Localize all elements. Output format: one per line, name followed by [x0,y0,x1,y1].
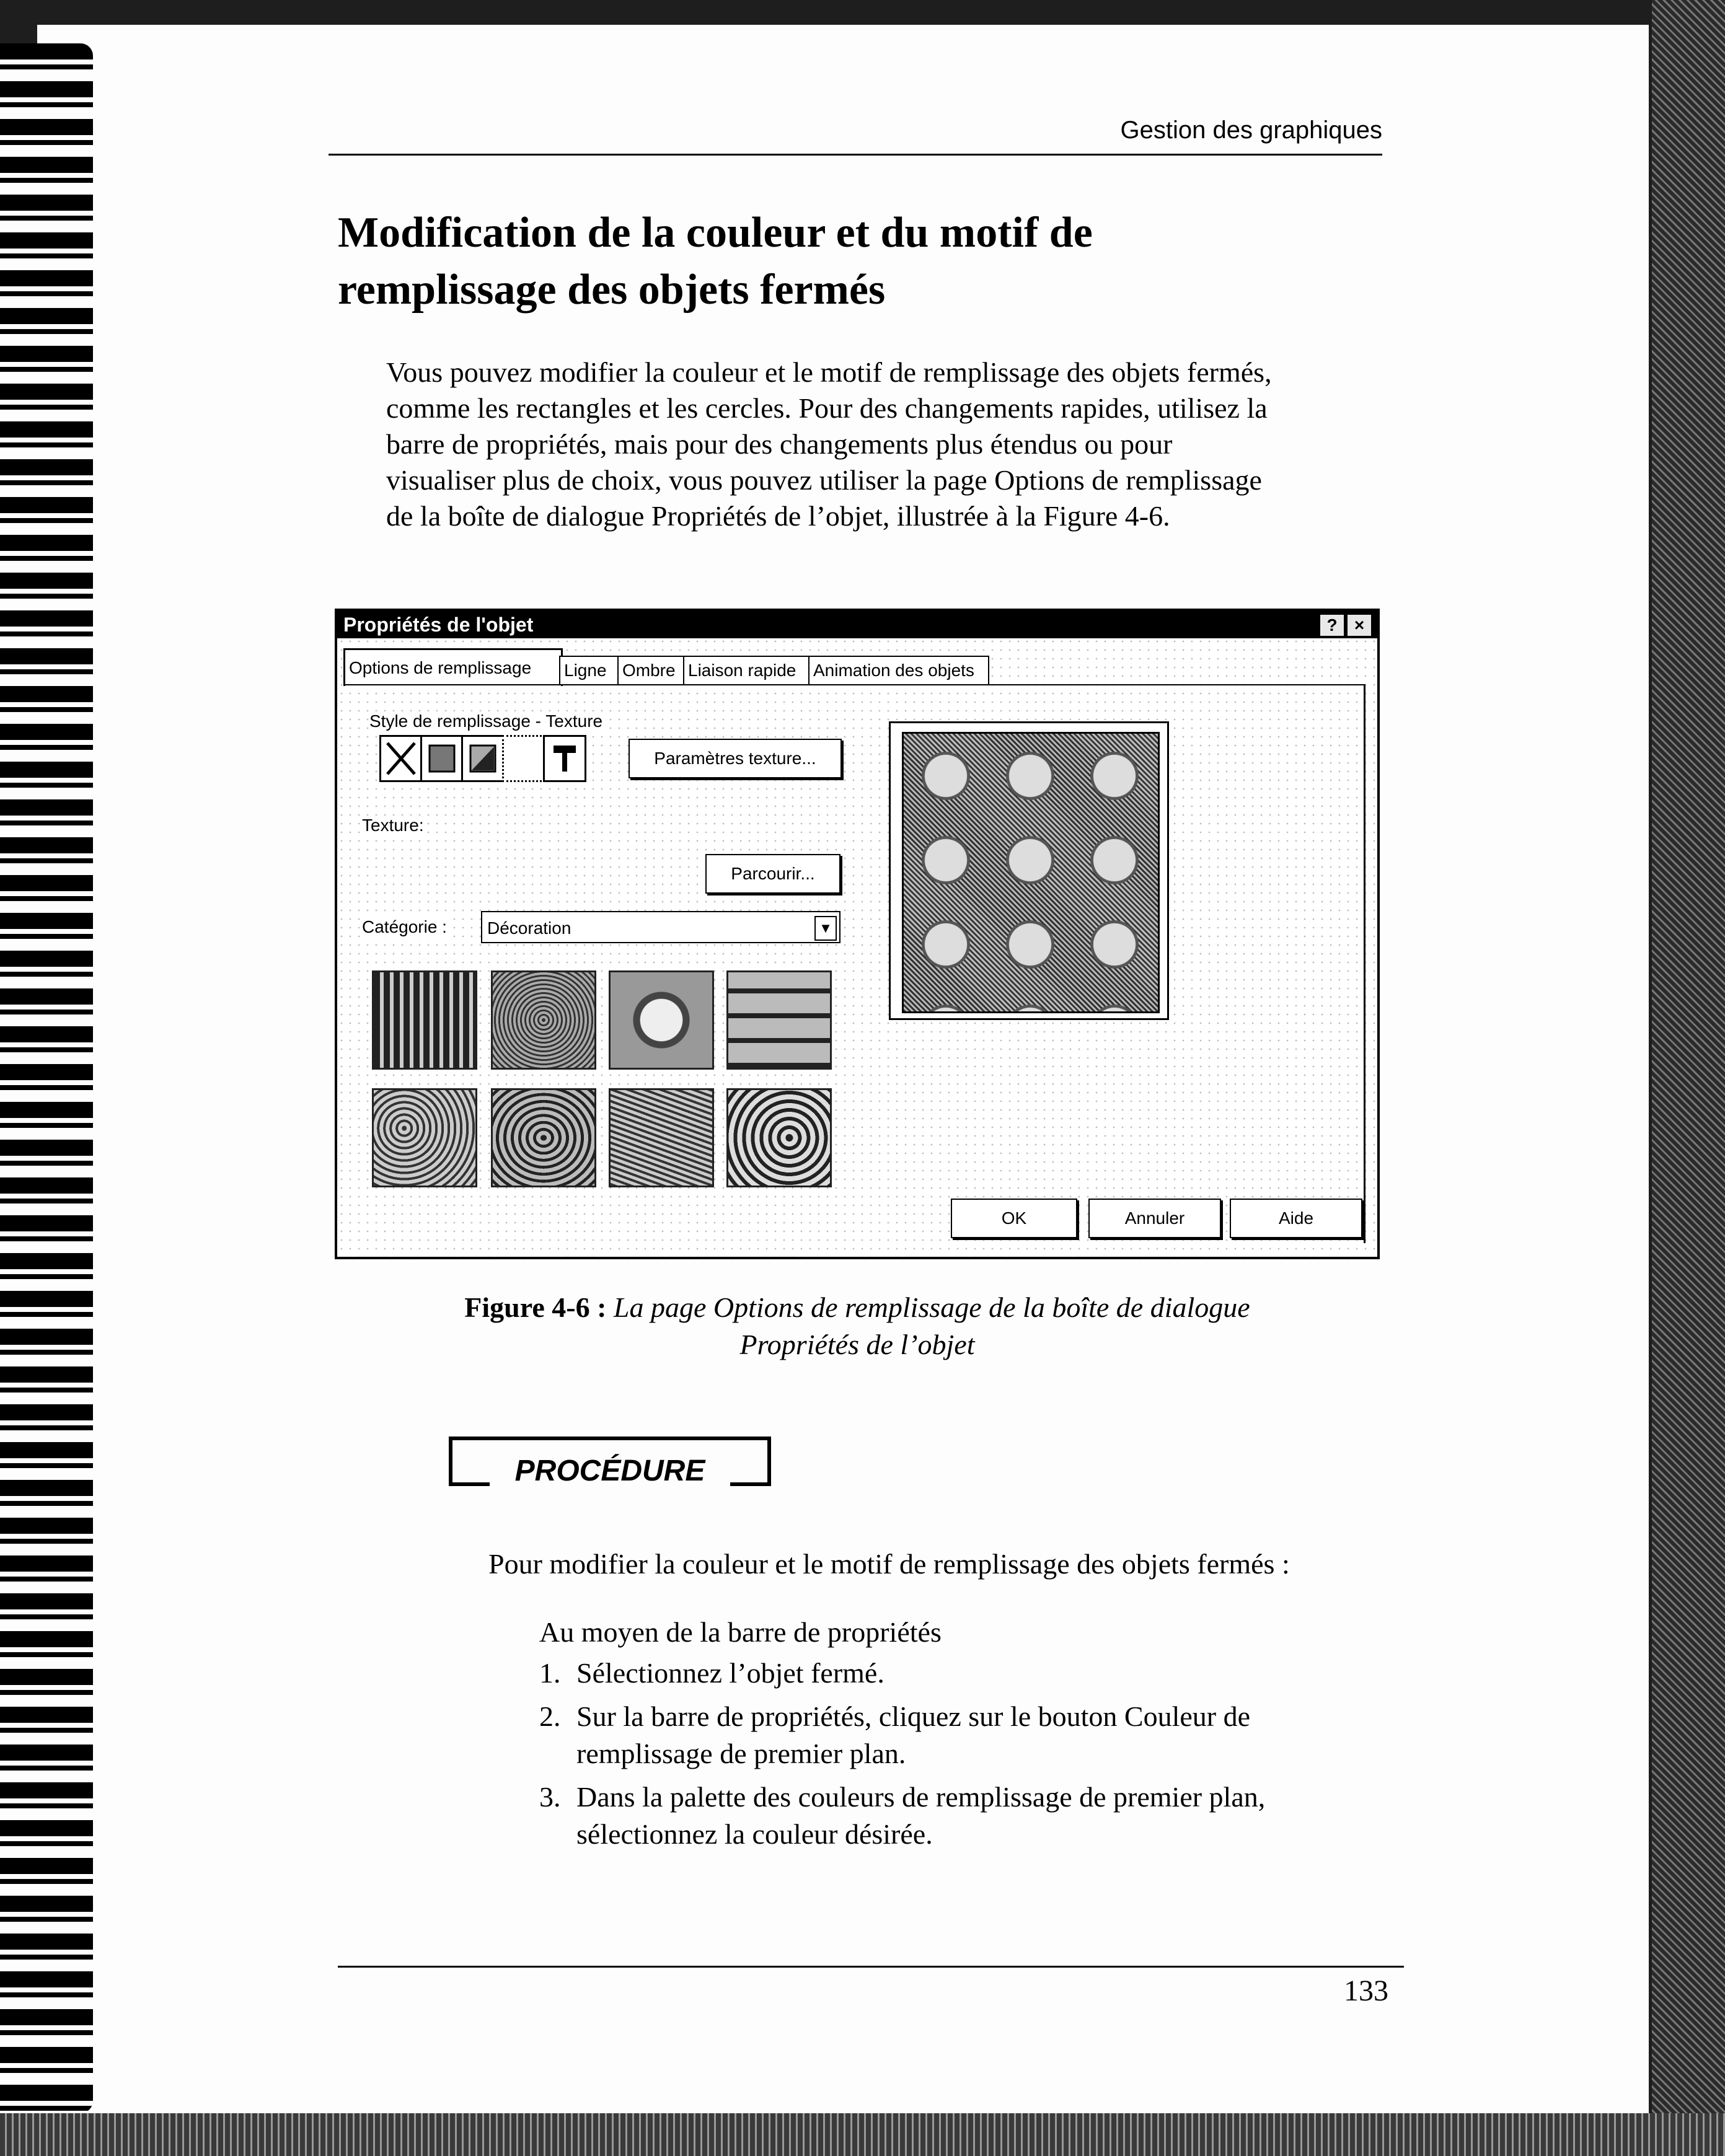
procedure-intro: Pour modifier la couleur et le motif de remplissage des objets fermés : [488,1548,1290,1580]
texture-swatch[interactable] [609,1088,714,1187]
category-label: Catégorie : [362,917,447,936]
step-text: Dans la palette des couleurs de remplissage de premier plan, [576,1781,1266,1813]
page-number: 133 [1344,1974,1388,2007]
procedure-frame-right [767,1437,771,1486]
cancel-button[interactable]: Annuler [1088,1199,1221,1238]
running-head: Gestion des graphiques [1120,117,1382,144]
procedure-frame-top [449,1437,771,1440]
figure-caption-line-1: La page Options de remplissage de la boîte de dialogue [613,1291,1250,1323]
scan-edge-right [1652,0,1725,2156]
help-button[interactable]: Aide [1230,1199,1362,1238]
spiral-binding [0,43,93,2113]
category-select[interactable] [481,911,840,943]
procedure-frame-left [449,1437,452,1486]
texture-preview-image [902,732,1160,1013]
texture-swatch[interactable] [491,1088,596,1187]
texture-swatch[interactable] [609,970,714,1070]
texture-preview [889,721,1169,1020]
step-text: Sur la barre de propriétés, cliquez sur le bouton Couleur de [576,1701,1251,1732]
pattern-fill-icon[interactable] [543,735,586,782]
step-text: Sélectionnez l’objet fermé. [576,1657,885,1689]
figure-label: Figure 4-6 : [464,1291,607,1323]
tab-line[interactable]: Ligne [559,656,621,684]
texture-fill-icon[interactable] [502,735,545,782]
dialog-title: Propriétés de l'objet [343,614,534,636]
title-line-2: remplissage des objets fermés [338,266,886,314]
step-number: 3. [539,1781,561,1813]
help-question-button[interactable]: ? [1319,614,1345,637]
no-fill-icon[interactable] [379,735,423,782]
tab-quick-link[interactable]: Liaison rapide [683,656,812,684]
section-title [338,205,1515,319]
browse-button[interactable]: Parcourir... [705,854,840,894]
object-properties-dialog [335,609,1380,1259]
scan-edge-bottom [0,2113,1725,2156]
step-item [539,1655,1407,1692]
texture-swatch[interactable] [372,1088,477,1187]
step-text: remplissage de premier plan. [576,1738,906,1769]
figure-caption-line-2: Propriétés de l’objet [739,1329,975,1360]
step-item [539,1779,1407,1853]
texture-swatch[interactable] [491,970,596,1070]
intro-line: barre de propriétés, mais pour des changements plus étendus ou pour [386,428,1173,460]
header-rule [329,154,1382,156]
step-number: 2. [539,1701,561,1732]
dialog-titlebar [337,611,1377,638]
footer-rule [338,1966,1404,1968]
procedure-label: PROCÉDURE [514,1454,705,1487]
chevron-down-icon[interactable]: ▼ [814,916,837,941]
intro-paragraph [386,354,1403,534]
category-value: Décoration [487,918,571,938]
procedure-frame-bottom-left [449,1482,490,1486]
tab-object-animation[interactable]: Animation des objets [808,656,989,684]
fill-style-group-label: Style de remplissage - Texture [369,711,603,731]
uniform-fill-icon[interactable] [420,735,464,782]
procedure-subheading: Au moyen de la barre de propriétés [539,1616,942,1648]
step-number: 1. [539,1657,561,1689]
procedure-heading [449,1437,771,1486]
texture-settings-button[interactable]: Paramètres texture... [629,739,842,778]
procedure-steps [539,1655,1407,1859]
intro-line: de la boîte de dialogue Propriétés de l’objet, illustrée à la Figure 4-6. [386,500,1170,532]
texture-label: Texture: [362,816,424,835]
step-text: sélectionnez la couleur désirée. [576,1818,933,1850]
texture-swatch[interactable] [726,970,832,1070]
intro-line: comme les rectangles et les cercles. Pour des changements rapides, utilisez la [386,392,1268,424]
figure-caption [335,1289,1380,1363]
ok-button[interactable]: OK [951,1199,1077,1238]
texture-swatch[interactable] [726,1088,832,1187]
intro-line: Vous pouvez modifier la couleur et le motif de remplissage des objets fermés, [386,356,1272,388]
title-line-1: Modification de la couleur et du motif de [338,209,1093,257]
step-item [539,1698,1407,1772]
procedure-frame-bottom-right [730,1482,771,1486]
tab-shadow[interactable]: Ombre [617,656,687,684]
close-button[interactable]: × [1346,614,1372,637]
tab-fill-options[interactable]: Options de remplissage [343,648,563,686]
gradient-fill-icon[interactable] [461,735,505,782]
texture-swatch[interactable] [372,970,477,1070]
intro-line: visualiser plus de choix, vous pouvez utiliser la page Options de remplissage [386,464,1262,496]
